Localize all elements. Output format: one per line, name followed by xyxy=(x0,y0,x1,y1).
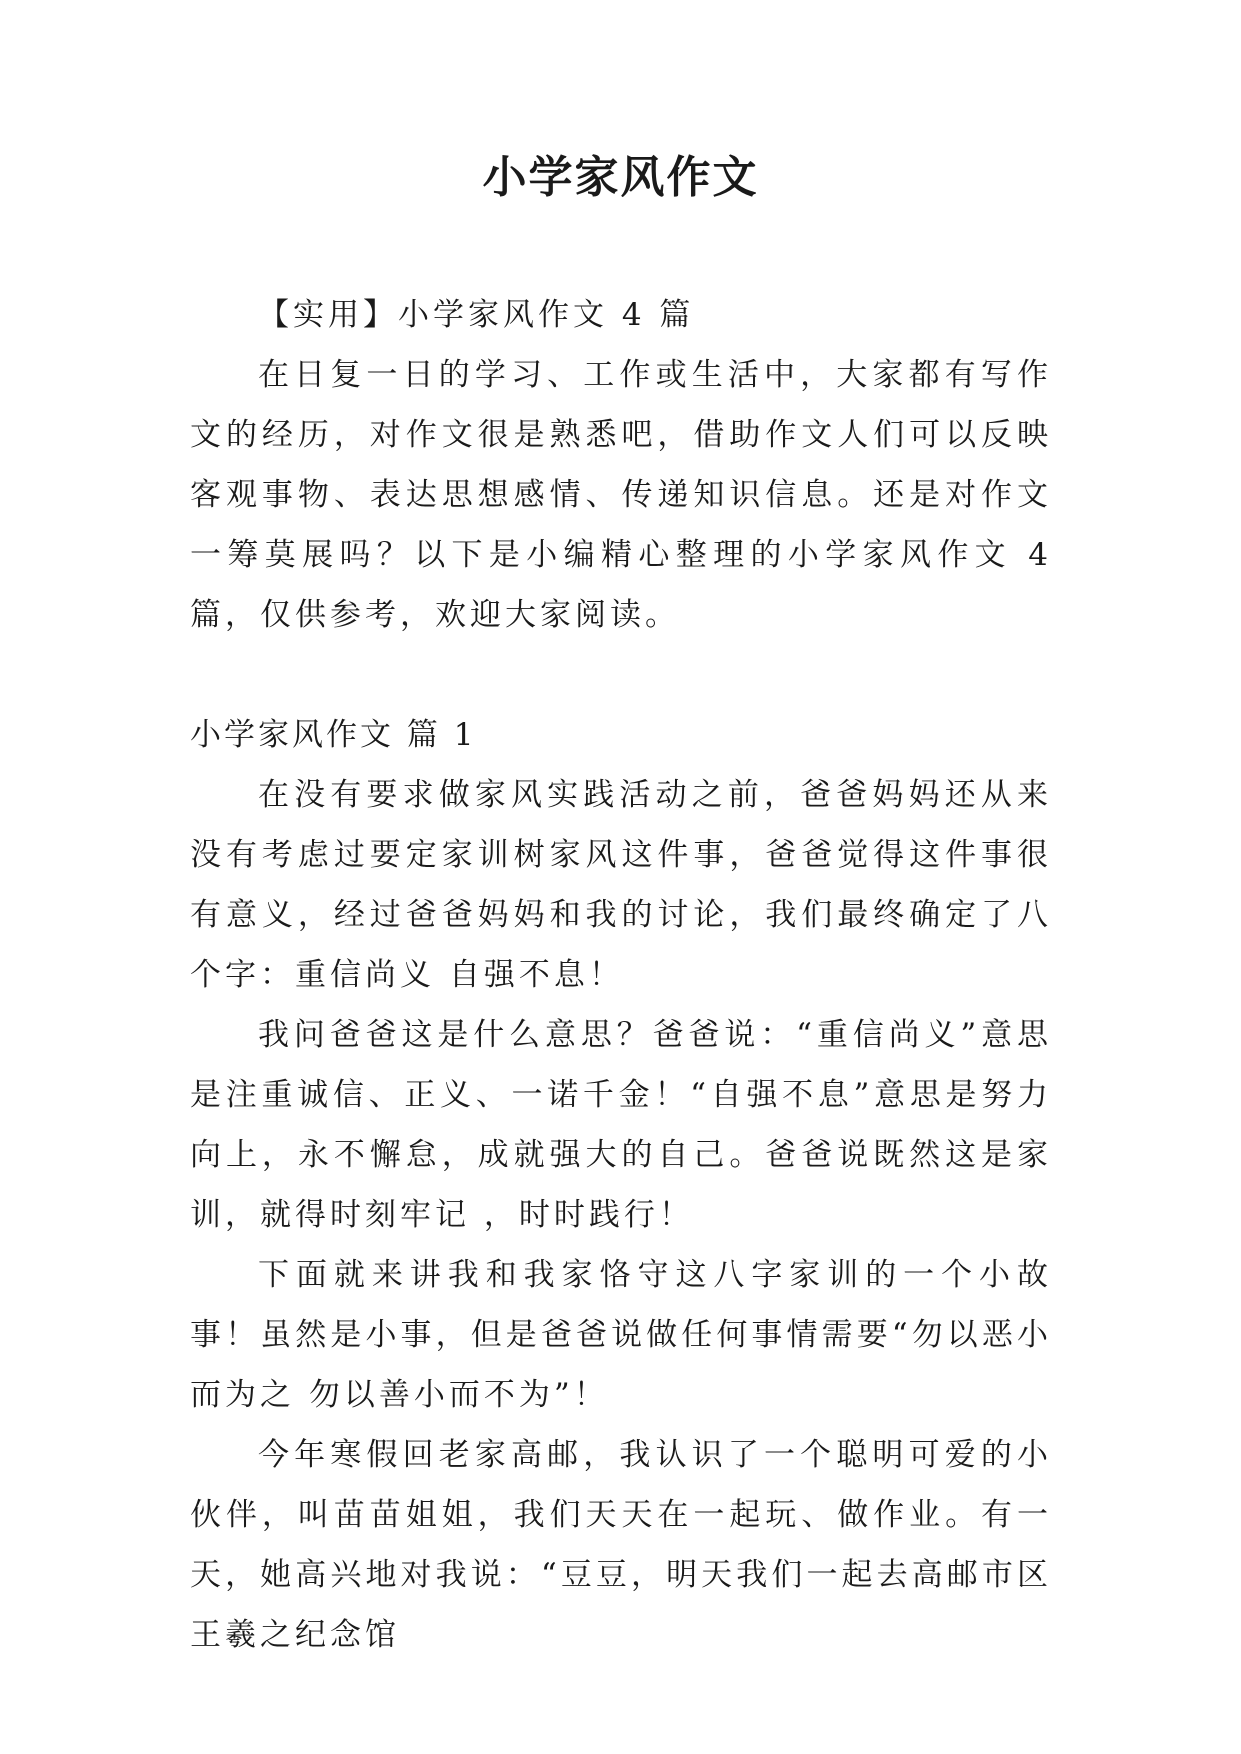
subtitle-line: 【实用】小学家风作文 4 篇 xyxy=(258,297,695,333)
body-paragraph: 在没有要求做家风实践活动之前，爸爸妈妈还从来没有考虑过要定家训树家风这件事，爸爸觉得这件事很有意义，经过爸爸妈妈和我的讨论，我们最终确定了八个字：重信尚义 自强不息！ xyxy=(190,777,1052,993)
body-paragraph: 今年寒假回老家高邮，我认识了一个聪明可爱的小伙伴，叫苗苗姐姐，我们天天在一起玩、做作业。有一天，她高兴地对我说：“豆豆，明天我们一起去高邮市区王羲之纪念馆 xyxy=(190,1437,1052,1653)
section-heading: 小学家风作文 篇 1 xyxy=(190,717,477,753)
document-body xyxy=(190,285,1052,1665)
document-title: 小学家风作文 xyxy=(482,152,759,203)
body-paragraph: 我问爸爸这是什么意思？爸爸说：“重信尚义”意思是注重诚信、正义、一诺千金！“自强不息”意思是努力向上，永不懈怠，成就强大的自己。爸爸说既然这是家训，就得时刻牢记 ，时时践行！ xyxy=(190,1017,1052,1233)
body-paragraph: 下面就来讲我和我家恪守这八字家训的一个小故事！虽然是小事，但是爸爸说做任何事情需要“勿以恶小而为之 勿以善小而不为”！ xyxy=(190,1257,1052,1413)
intro-paragraph: 在日复一日的学习、工作或生活中，大家都有写作文的经历，对作文很是熟悉吧，借助作文人们可以反映客观事物、表达思想感情、传递知识信息。还是对作文一筹莫展吗？以下是小编精心整理的小学家风作文 4 篇，仅供参考，欢迎大家阅读。 xyxy=(190,357,1052,633)
